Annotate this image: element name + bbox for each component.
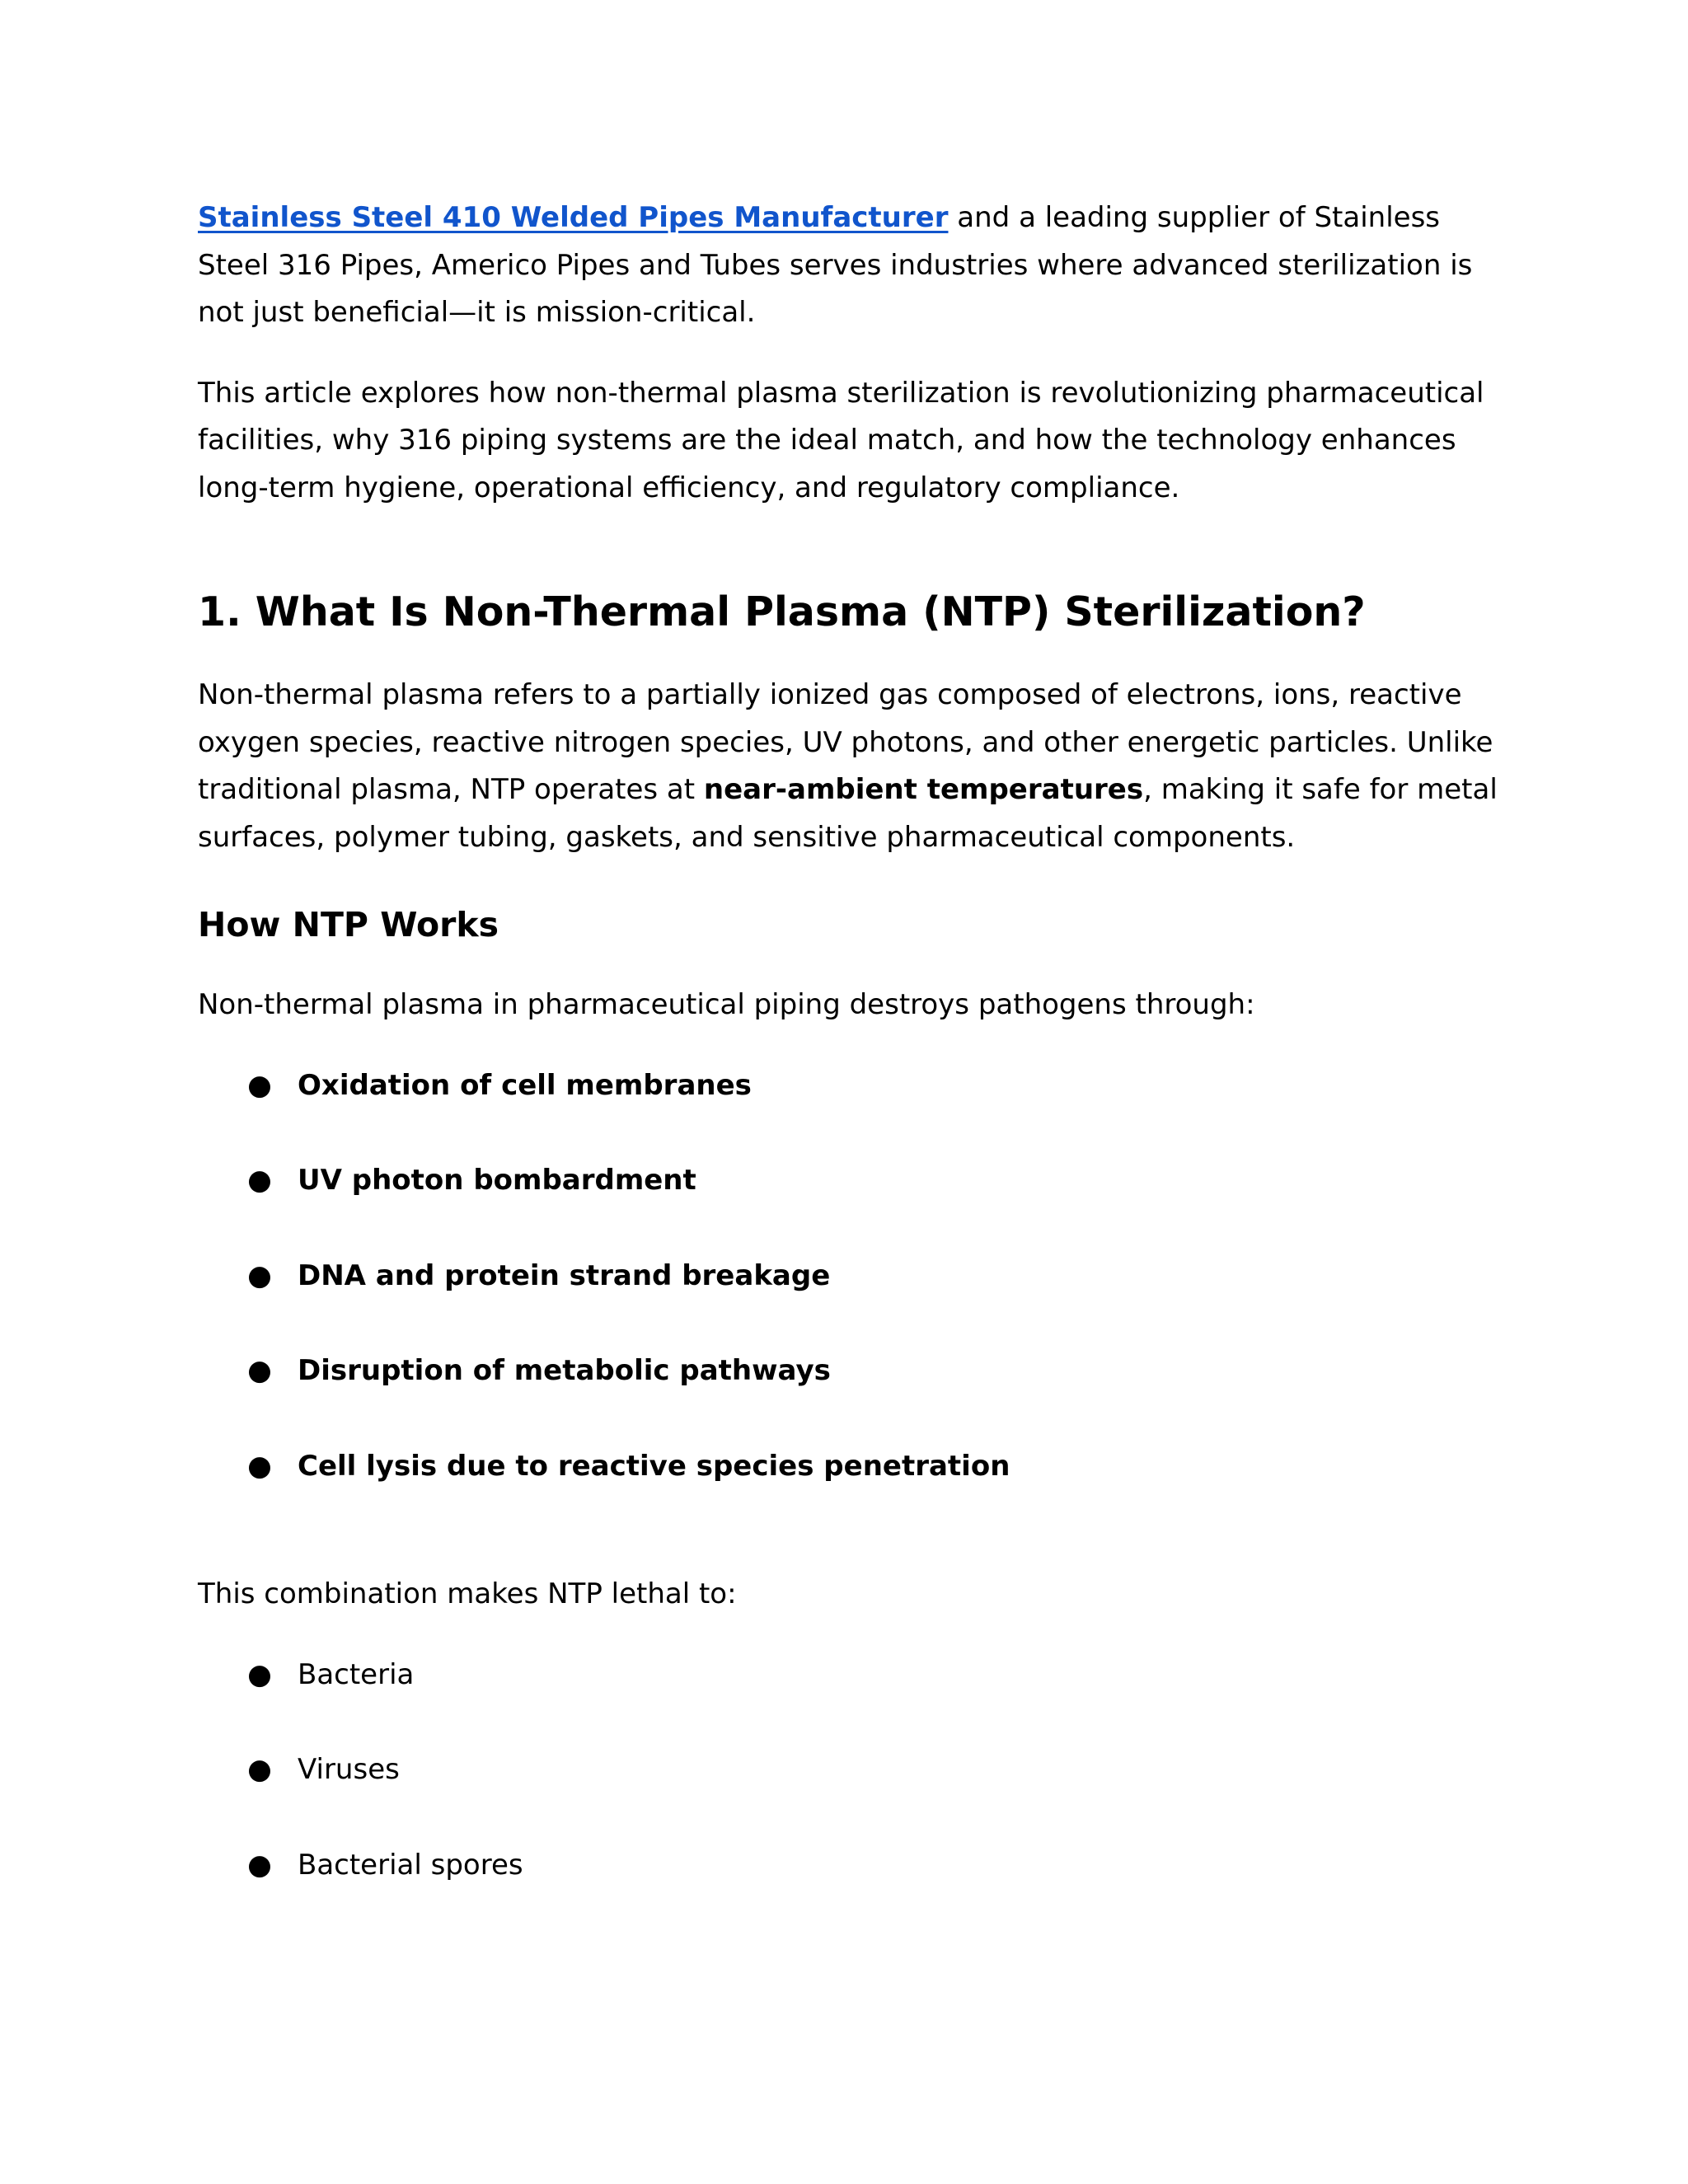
list-item [198, 1062, 1500, 1110]
list-item [198, 1652, 1500, 1699]
definition-text-end: , making it safe for metal surfaces, polymer tubing, gaskets, and sensitive pharmaceutical components. [198, 773, 1498, 854]
targets-list [198, 1652, 1500, 1890]
article-paragraph: This article explores how non-thermal plasma sterilization is revolutionizing pharmaceutical facilities, why 316 piping systems are the ideal match, and how the technology enhances long-term hygiene, operational efficiency, and regulatory compliance. [198, 376, 1484, 504]
list-item [198, 1253, 1500, 1301]
list-item-text: Oxidation of cell membranes [298, 1068, 752, 1102]
list-item-text: DNA and protein strand breakage [298, 1258, 831, 1292]
definition-text-start: Non-thermal plasma refers to a partially ionized gas composed of electrons, ions, reactive oxygen species, reactive nitrogen species, UV photons, and other energetic particles. Unlike traditional plasma, NTP operates at [198, 678, 1493, 806]
list-item-text: Bacterial spores [298, 1848, 523, 1882]
ntp-definition-paragraph [198, 672, 1500, 861]
list-item [198, 1746, 1500, 1794]
list-item-text: Cell lysis due to reactive species penetration [298, 1449, 1010, 1483]
list-item-text: Disruption of metabolic pathways [298, 1354, 831, 1387]
bullet-icon: ● [247, 1354, 272, 1387]
subsection-heading: How NTP Works [198, 905, 499, 944]
bullet-icon: ● [247, 1753, 272, 1786]
bullet-icon: ● [247, 1657, 272, 1691]
manufacturer-link[interactable]: Stainless Steel 410 Welded Pipes Manufacturer [198, 201, 949, 234]
bullet-icon: ● [247, 1164, 272, 1197]
intro-paragraph [198, 194, 1500, 337]
bullet-icon: ● [247, 1848, 272, 1882]
lethal-intro: This combination makes NTP lethal to: [198, 1577, 737, 1610]
list-item [198, 1842, 1500, 1890]
bullet-icon: ● [247, 1449, 272, 1483]
list-item [198, 1157, 1500, 1205]
list-item-text: Bacteria [298, 1657, 415, 1691]
mechanisms-intro: Non-thermal plasma in pharmaceutical piping destroys pathogens through: [198, 988, 1255, 1021]
mechanisms-list [198, 1062, 1500, 1491]
definition-bold-text: near-ambient temperatures [703, 773, 1144, 806]
bullet-icon: ● [247, 1068, 272, 1102]
bullet-icon: ● [247, 1258, 272, 1292]
list-item-text: Viruses [298, 1753, 400, 1786]
list-item [198, 1443, 1500, 1491]
intro-text: and a leading supplier of Stainless Steel 316 Pipes, Americo Pipes and Tubes serves industries where advanced sterilization is not just beneficial—it is mission-critical. [198, 201, 1473, 329]
document-page [198, 194, 1500, 1889]
section-heading: 1. What Is Non-Thermal Plasma (NTP) Sterilization? [198, 588, 1366, 635]
list-item-text: UV photon bombardment [298, 1164, 696, 1197]
list-item [198, 1347, 1500, 1395]
